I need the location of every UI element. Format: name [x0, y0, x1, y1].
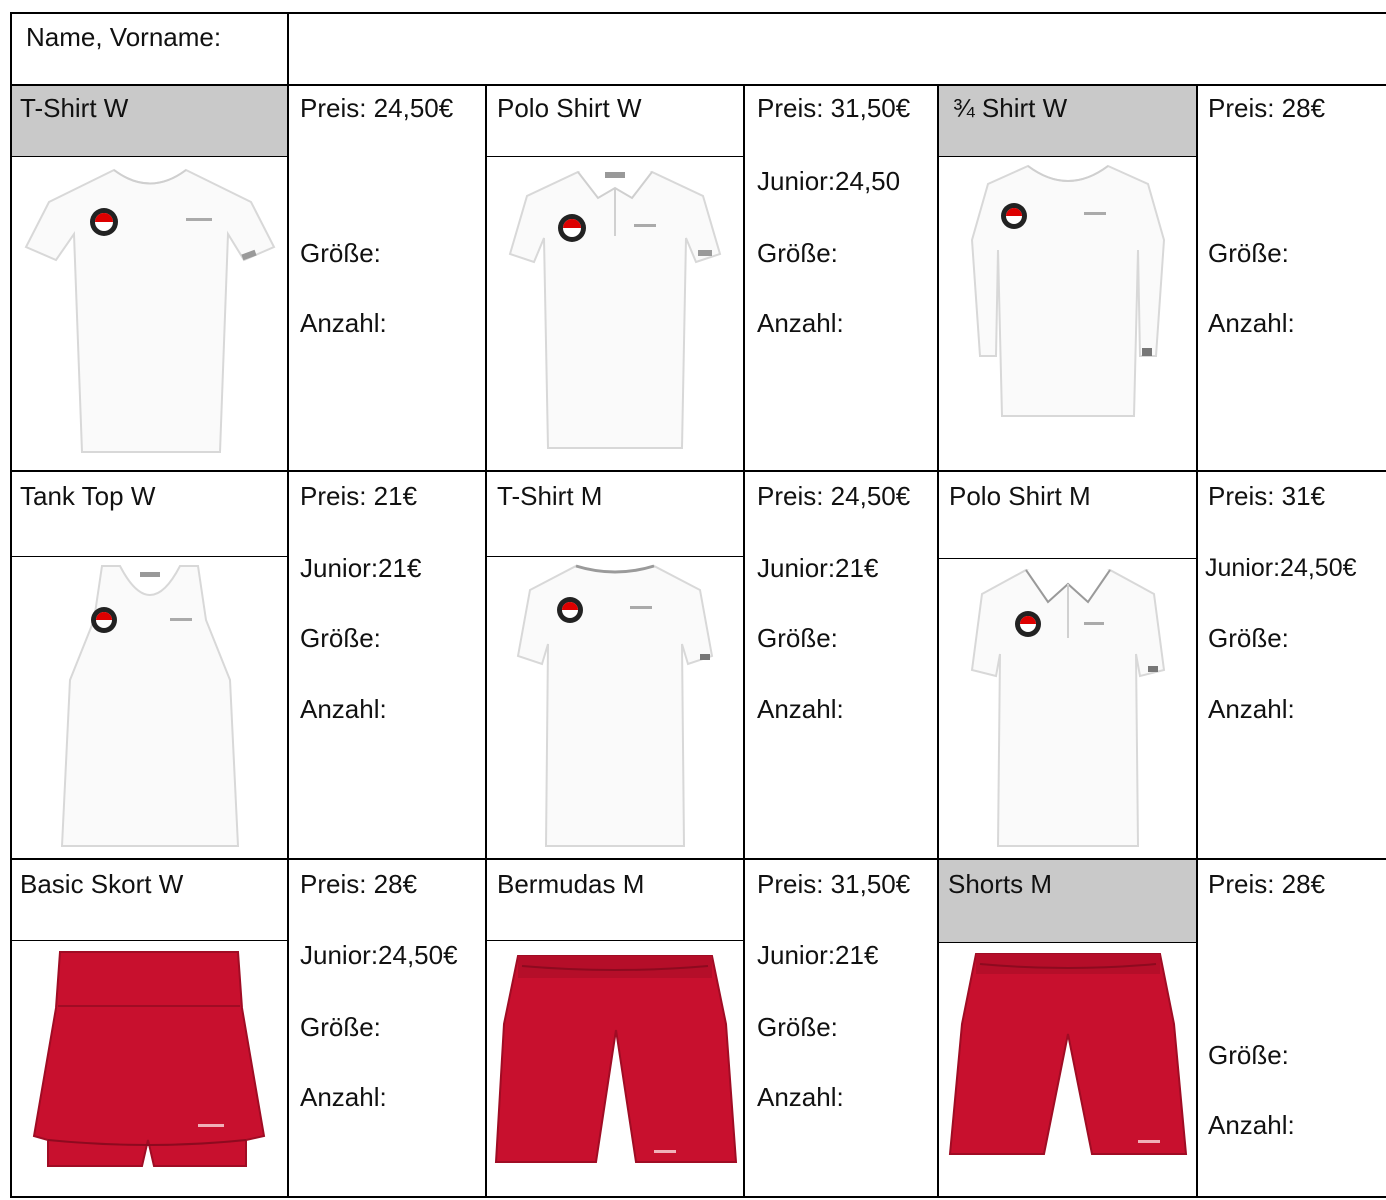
title-separator: [938, 156, 1197, 157]
tshirt-women-icon: [16, 162, 284, 466]
junior-price: Junior:21€: [757, 940, 879, 970]
product-title: Polo Shirt W: [497, 93, 642, 123]
product-price: Preis: 24,50€: [300, 93, 454, 123]
table-divider-3: [743, 84, 745, 1198]
bermudas-icon: [490, 944, 740, 1194]
quantity-label: Anzahl:: [1208, 308, 1295, 338]
product-price: Preis: 21€: [300, 481, 418, 511]
table-divider-1: [287, 12, 289, 1198]
product-price: Preis: 28€: [300, 869, 418, 899]
product-title: T-Shirt M: [497, 481, 603, 511]
product-title: Shorts M: [948, 869, 1053, 899]
name-label: Name, Vorname:: [26, 22, 222, 52]
size-label: Größe:: [1208, 1040, 1289, 1070]
title-separator: [486, 940, 744, 941]
size-label: Größe:: [757, 238, 838, 268]
tshirt-men-icon: [488, 560, 742, 854]
table-divider-5: [1196, 84, 1198, 1198]
bermudas-svg: [490, 944, 740, 1194]
table-divider-4: [937, 84, 939, 1198]
polo-women-icon: [488, 158, 742, 466]
quantity-label: Anzahl:: [300, 1082, 387, 1112]
shorts-svg: [942, 944, 1194, 1194]
quantity-label: Anzahl:: [300, 308, 387, 338]
product-title: Polo Shirt M: [949, 481, 1091, 511]
three-quarter-shirt-icon: [942, 160, 1194, 466]
tshirt-men-svg: [488, 560, 742, 854]
title-separator: [10, 156, 288, 157]
table-border-bottom: [10, 1196, 1386, 1198]
product-price: Preis: 31€: [1208, 481, 1326, 511]
quantity-label: Anzahl:: [1208, 1110, 1295, 1140]
product-title: Basic Skort W: [20, 869, 184, 899]
junior-price: Junior:24,50€: [1205, 554, 1357, 582]
size-label: Größe:: [1208, 238, 1289, 268]
quantity-label: Anzahl:: [1208, 694, 1295, 724]
size-label: Größe:: [1208, 623, 1289, 653]
size-label: Größe:: [300, 623, 381, 653]
title-separator: [10, 940, 288, 941]
size-label: Größe:: [300, 238, 381, 268]
junior-price: Junior:24,50: [757, 166, 901, 196]
title-separator: [486, 156, 744, 157]
product-price: Preis: 24,50€: [757, 481, 911, 511]
quantity-label: Anzahl:: [757, 694, 844, 724]
table-border-row1-end: [10, 470, 1386, 472]
table-divider-2: [485, 84, 487, 1198]
table-border-left: [10, 12, 12, 1198]
title-separator: [486, 556, 744, 557]
junior-price: Junior:24,50€: [300, 940, 458, 970]
quantity-label: Anzahl:: [757, 308, 844, 338]
polo-women-svg: [488, 158, 742, 466]
quantity-label: Anzahl:: [300, 694, 387, 724]
shorts-icon: [942, 944, 1194, 1194]
product-title: Bermudas M: [497, 869, 645, 899]
polo-men-svg: [942, 562, 1194, 854]
product-title: T-Shirt W: [20, 93, 129, 123]
tank-top-icon: [16, 560, 284, 854]
tshirt-women-svg: [16, 162, 284, 466]
title-separator: [10, 556, 288, 557]
product-price: Preis: 28€: [1208, 869, 1326, 899]
product-price: Preis: 28€: [1208, 93, 1326, 123]
quantity-label: Anzahl:: [757, 1082, 844, 1112]
tank-top-svg: [16, 560, 284, 854]
size-label: Größe:: [757, 623, 838, 653]
product-title: Tank Top W: [20, 481, 156, 511]
title-separator: [938, 558, 1197, 559]
product-price: Preis: 31,50€: [757, 93, 911, 123]
junior-price: Junior:21€: [300, 553, 422, 583]
junior-price: Junior:21€: [757, 553, 879, 583]
product-title: ¾ Shirt W: [953, 93, 1068, 123]
skort-icon: [14, 944, 284, 1194]
skort-svg: [14, 944, 284, 1194]
polo-men-icon: [942, 562, 1194, 854]
product-price: Preis: 31,50€: [757, 869, 911, 899]
size-label: Größe:: [757, 1012, 838, 1042]
title-separator: [938, 942, 1197, 943]
name-input[interactable]: [290, 14, 1384, 84]
size-label: Größe:: [300, 1012, 381, 1042]
three-quarter-shirt-svg: [942, 160, 1194, 466]
